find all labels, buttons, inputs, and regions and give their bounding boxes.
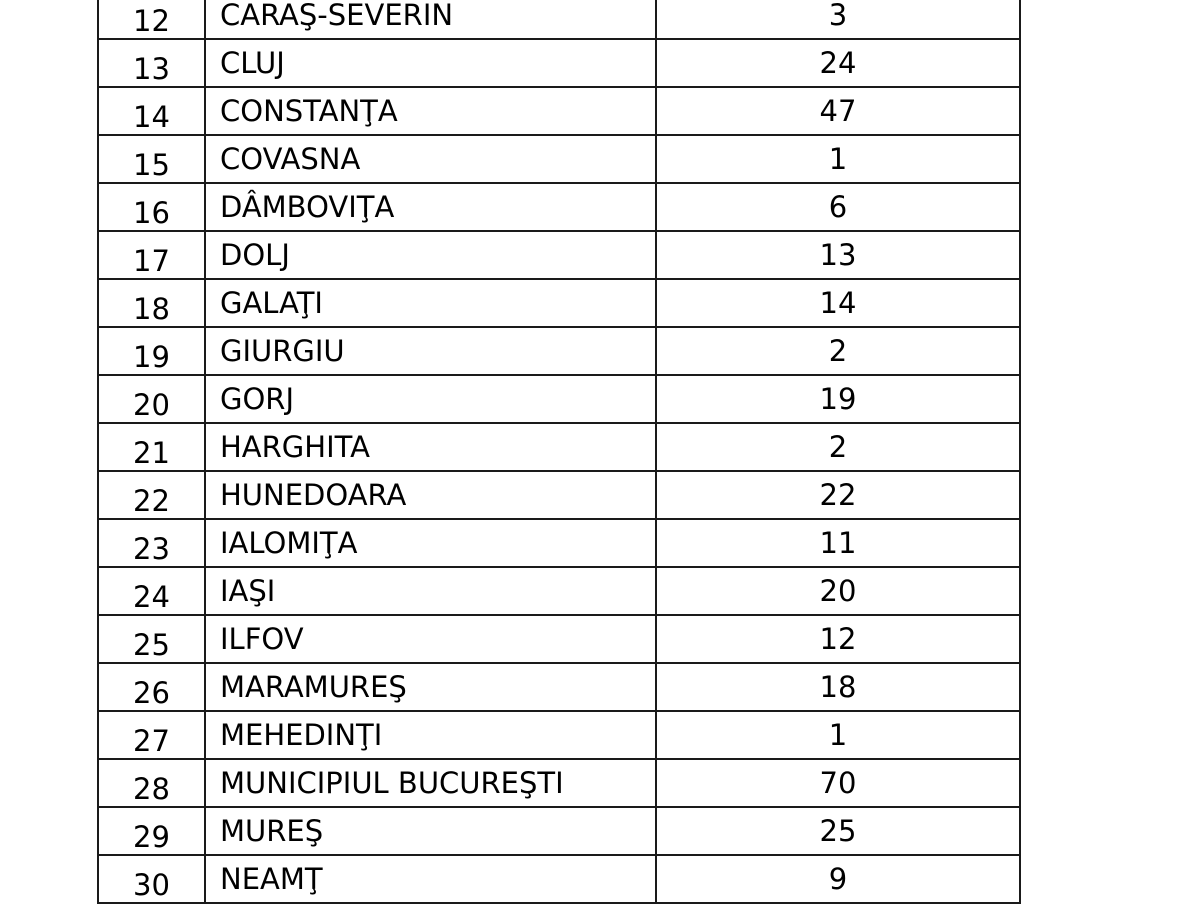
count-cell: 14 — [656, 279, 1020, 327]
row-number-cell: 16 — [98, 183, 205, 231]
row-number-cell: 25 — [98, 615, 205, 663]
count-cell: 20 — [656, 567, 1020, 615]
county-name-cell: DÂMBOVIŢA — [205, 183, 656, 231]
row-number-cell: 30 — [98, 855, 205, 903]
table-row — [98, 0, 1020, 39]
table-row — [98, 39, 1020, 87]
table-row — [98, 567, 1020, 615]
count-cell: 47 — [656, 87, 1020, 135]
county-name-cell: CONSTANŢA — [205, 87, 656, 135]
table-row — [98, 855, 1020, 903]
table-row — [98, 663, 1020, 711]
row-number-cell: 26 — [98, 663, 205, 711]
table-row — [98, 615, 1020, 663]
row-number-cell: 14 — [98, 87, 205, 135]
row-number-cell: 21 — [98, 423, 205, 471]
county-name-cell: CLUJ — [205, 39, 656, 87]
count-cell: 19 — [656, 375, 1020, 423]
table-row — [98, 231, 1020, 279]
county-name-cell: MUREŞ — [205, 807, 656, 855]
county-name-cell: MEHEDINŢI — [205, 711, 656, 759]
table-row — [98, 87, 1020, 135]
table-row — [98, 711, 1020, 759]
row-number-cell: 17 — [98, 231, 205, 279]
count-cell: 9 — [656, 855, 1020, 903]
row-number-cell: 28 — [98, 759, 205, 807]
county-name-cell: IALOMIŢA — [205, 519, 656, 567]
table-row — [98, 423, 1020, 471]
table-row — [98, 327, 1020, 375]
count-cell: 3 — [656, 0, 1020, 39]
row-number-cell: 18 — [98, 279, 205, 327]
row-number-cell: 12 — [98, 0, 205, 39]
county-name-cell: MUNICIPIUL BUCUREŞTI — [205, 759, 656, 807]
table-row — [98, 183, 1020, 231]
table-row — [98, 759, 1020, 807]
county-name-cell: HUNEDOARA — [205, 471, 656, 519]
count-cell: 1 — [656, 135, 1020, 183]
count-cell: 25 — [656, 807, 1020, 855]
row-number-cell: 29 — [98, 807, 205, 855]
row-number-cell: 27 — [98, 711, 205, 759]
county-name-cell: GORJ — [205, 375, 656, 423]
table-row — [98, 519, 1020, 567]
row-number-cell: 22 — [98, 471, 205, 519]
table-row — [98, 279, 1020, 327]
count-cell: 2 — [656, 423, 1020, 471]
county-name-cell: NEAMŢ — [205, 855, 656, 903]
table-row — [98, 807, 1020, 855]
count-cell: 11 — [656, 519, 1020, 567]
county-name-cell: COVASNA — [205, 135, 656, 183]
row-number-cell: 20 — [98, 375, 205, 423]
table-row — [98, 375, 1020, 423]
count-cell: 70 — [656, 759, 1020, 807]
row-number-cell: 13 — [98, 39, 205, 87]
count-cell: 2 — [656, 327, 1020, 375]
county-name-cell: IAŞI — [205, 567, 656, 615]
county-name-cell: HARGHITA — [205, 423, 656, 471]
table-row — [98, 471, 1020, 519]
county-name-cell: ILFOV — [205, 615, 656, 663]
count-cell: 13 — [656, 231, 1020, 279]
table-row — [98, 135, 1020, 183]
row-number-cell: 24 — [98, 567, 205, 615]
county-name-cell: DOLJ — [205, 231, 656, 279]
count-cell: 12 — [656, 615, 1020, 663]
county-name-cell: CARAŞ-SEVERIN — [205, 0, 656, 39]
count-cell: 1 — [656, 711, 1020, 759]
county-name-cell: GIURGIU — [205, 327, 656, 375]
count-cell: 18 — [656, 663, 1020, 711]
row-number-cell: 19 — [98, 327, 205, 375]
county-name-cell: GALAŢI — [205, 279, 656, 327]
county-table — [97, 0, 1021, 904]
county-name-cell: MARAMUREŞ — [205, 663, 656, 711]
count-cell: 24 — [656, 39, 1020, 87]
count-cell: 6 — [656, 183, 1020, 231]
count-cell: 22 — [656, 471, 1020, 519]
row-number-cell: 23 — [98, 519, 205, 567]
county-table-body — [98, 0, 1020, 903]
row-number-cell: 15 — [98, 135, 205, 183]
